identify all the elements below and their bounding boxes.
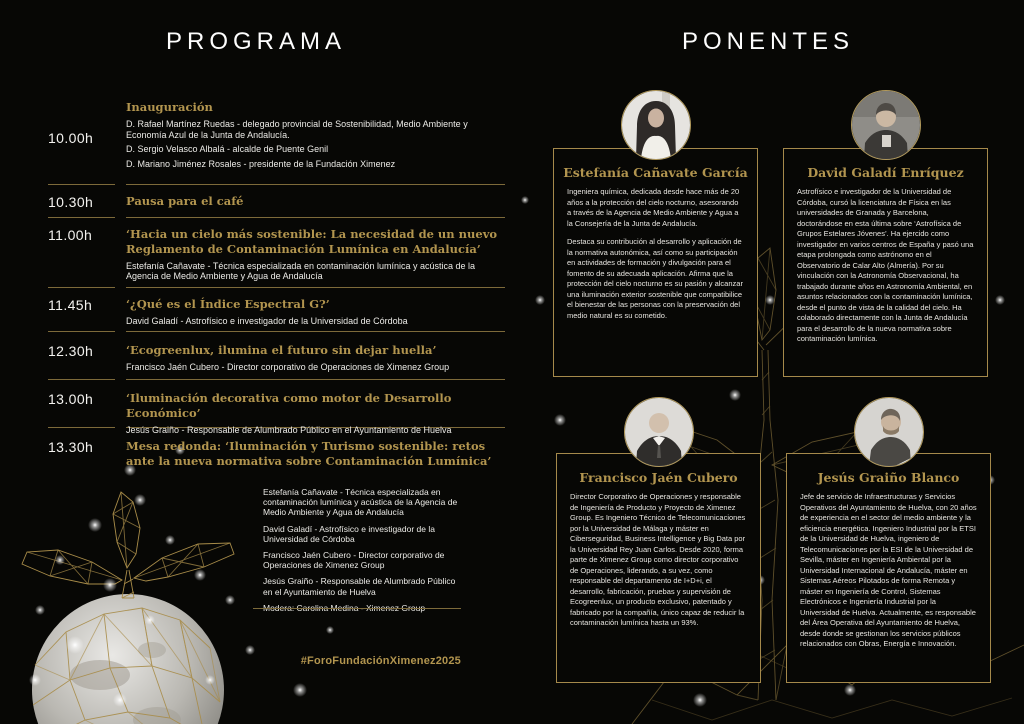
speaker-name: David Galadí Enríquez — [807, 165, 964, 180]
schedule-row — [48, 288, 505, 332]
bio-paragraph: Ingeniera química, dedicada desde hace más de 20 años a la protección del cielo nocturno, asesorando a través de la Agencia de Medio Ambiente y Agua a la Consejería de la Junta de Andalucía. — [567, 187, 740, 228]
session-heading: ‘Hacia un cielo más sostenible: La necesidad de un nuevo Reglamento de Contaminación Lumínica en Andalucía’ — [126, 227, 498, 256]
session-speaker: D. Rafael Martínez Ruedas - delegado provincial de Sostenibilidad, Medio Ambiente y Economía Azul de la Junta de Andalucía. — [126, 118, 468, 140]
speaker-photo — [621, 90, 691, 160]
session-speaker: D. Sergio Velasco Albalá - alcalde de Puente Genil — [126, 144, 329, 155]
schedule-row — [48, 185, 505, 218]
divider — [253, 608, 461, 609]
schedule-row — [48, 380, 505, 435]
roundtable-participant: Francisco Jaén Cubero - Director corporativo de Operaciones de Ximenez Group — [263, 549, 445, 571]
session-speaker: Estefanía Cañavate - Técnica especializada en contaminación lumínica y acústica de la Agencia de Medio Ambiente y Agua de Andalucía — [126, 260, 476, 282]
schedule-row — [48, 218, 505, 288]
speaker-card — [553, 148, 758, 377]
time-label: 11.45h — [48, 288, 115, 332]
schedule-row — [48, 332, 505, 380]
bio-paragraph: Destaca su contribución al desarrollo y aplicación de la normativa autonómica, así como su participación en actividades de formación y divulgación para el fomento de su adecuada aplicación. Afirma que la protección del cielo nocturno es su pasión y alcanzar una iluminación exterior sostenible que compatibilice el bienestar de las personas con la preservación del medio natural es su cometido. — [567, 237, 743, 320]
session-speaker: Jesús Graiño - Responsable de Alumbrado Público en el Ayuntamiento de Huelva — [126, 424, 452, 435]
speaker-card — [556, 453, 761, 683]
roundtable-participant: Estefanía Cañavate - Técnica especializada en contaminación lumínica y acústica de la Agencia de Medio Ambiente y Agua de Andalucía — [263, 487, 458, 518]
time-label: 10.00h — [48, 94, 115, 185]
speaker-name: Jesús Graiño Blanco — [817, 470, 960, 485]
session-heading: Pausa para el café — [126, 194, 244, 208]
speaker-name: Francisco Jaén Cubero — [579, 470, 738, 485]
speaker-photo — [854, 397, 924, 467]
session-speaker: D. Mariano Jiménez Rosales - presidente de la Fundación Ximenez — [126, 158, 396, 169]
speaker-bio — [554, 180, 757, 321]
roundtable-participant: Jesús Graiño - Responsable de Alumbrado Público en el Ayuntamiento de Huelva — [263, 576, 456, 597]
schedule-row — [48, 428, 505, 469]
roundtable-participants — [263, 487, 465, 619]
session-speaker: David Galadí - Astrofísico e investigador de la Universidad de Córdoba — [126, 315, 408, 326]
speaker-photo — [851, 90, 921, 160]
time-label: 13.30h — [48, 439, 94, 455]
speaker-card — [786, 453, 991, 683]
roundtable-participant: David Galadí - Astrofísico e investigador de la Universidad de Córdoba — [263, 523, 435, 544]
speaker-bio — [557, 485, 760, 629]
speaker-card — [783, 148, 988, 377]
time-label: 13.00h — [48, 380, 115, 428]
session-heading: ‘Ecogreenlux, ilumina el futuro sin dejar huella’ — [126, 343, 437, 357]
bio-paragraph: Director Corporativo de Operaciones y responsable de Ingeniería de Producto y Proyecto de Ximenez Group. Es Ingeniero Técnico de Telecomunicaciones por la Universidad de Málaga y máster en Ciberseguridad, Business Intelligence y Big Data por la Universidad Rey Juan Carlos. Desde 2020, forma parte de Ximenez Group como director corporativo de Operaciones, liderando, a su vez, como responsable del departamento de I+D+i, el desarrollo, fabricación, pruebas y supervisión de Ecogreenlux, un producto exclusivo, patentado y fabricado por la compañía, único capaz de reducir la contaminación lumínica hasta un 93%. — [570, 492, 746, 627]
speaker-bio — [787, 485, 990, 650]
page-title-ponentes: PONENTES — [681, 28, 855, 55]
time-label: 11.00h — [48, 218, 115, 288]
session-heading: Mesa redonda: ‘Iluminación y Turismo sostenible: retos ante la nueva normativa sobre Contaminación Lumínica’ — [126, 439, 492, 468]
session-heading: ‘¿Qué es el Índice Espectral G?’ — [126, 297, 330, 311]
globe-sprout-graphic — [22, 492, 234, 724]
hashtag: #ForoFundaciónXimenez2025 — [300, 655, 461, 667]
speaker-photo — [624, 397, 694, 467]
schedule-row — [48, 94, 505, 185]
speaker-bio — [784, 180, 987, 345]
time-label: 12.30h — [48, 332, 115, 380]
bio-paragraph: Astrofísico e investigador de la Universidad de Córdoba, cursó la licenciatura de Física en las universidades de Granada y Barcelona, doctorándose en esta última sobre ‘Astrofísica de Grupos Estelares Jóvenes’. Ha ejercido como investigador en varios centros de España y pasó una etapa prolongada como astrónomo en el Observatorio de Calar Alto (Almería). Por su vinculación con la Astronomía Observacional, ha trabajado durante años en Astronomía Ambiental, en asuntos relacionados con la contaminación lumínica, desde el punto de vista de la calidad del cielo. Ha colaborado directamente con la Junta de Andalucía para el desarrollo de la nueva normativa sobre contaminación lumínica. — [797, 187, 974, 343]
session-speaker: Francisco Jaén Cubero - Director corporativo de Operaciones de Ximenez Group — [126, 361, 450, 372]
schedule — [48, 94, 505, 469]
time-label: 10.30h — [48, 185, 115, 218]
session-heading: ‘Iluminación decorativa como motor de Desarrollo Económico’ — [126, 391, 452, 420]
bio-paragraph: Jefe de servicio de Infraestructuras y Servicios Operativos del Ayuntamiento de Huelva, con 20 años de experiencia en el sector del medio ambiente y la eficiencia energética. Ingeniero Industrial por la ETSI de la Universidad de Huelva, ingeniero de Telecomunicaciones por la ESI de la Universidad de Sevilla, máster en Ingeniería Ambiental por la Universidad Internacional de Andalucía, máster en Sistemas Aéreos Pilotados de forma Remota y máster en Ingeniería de Control, Sistemas Electrónicos e Ingeniería Industrial por la Universidad de Huelva. Actualmente, es responsable del Área Operativa del Ayuntamiento de Huelva, desde donde se gestionan los servicios públicos relacionados con Obras, Energía e Innovación. — [800, 492, 977, 648]
session-heading: Inauguración — [126, 100, 213, 114]
page-title-programa: PROGRAMA — [165, 28, 346, 55]
speaker-name: Estefanía Cañavate García — [563, 165, 748, 180]
